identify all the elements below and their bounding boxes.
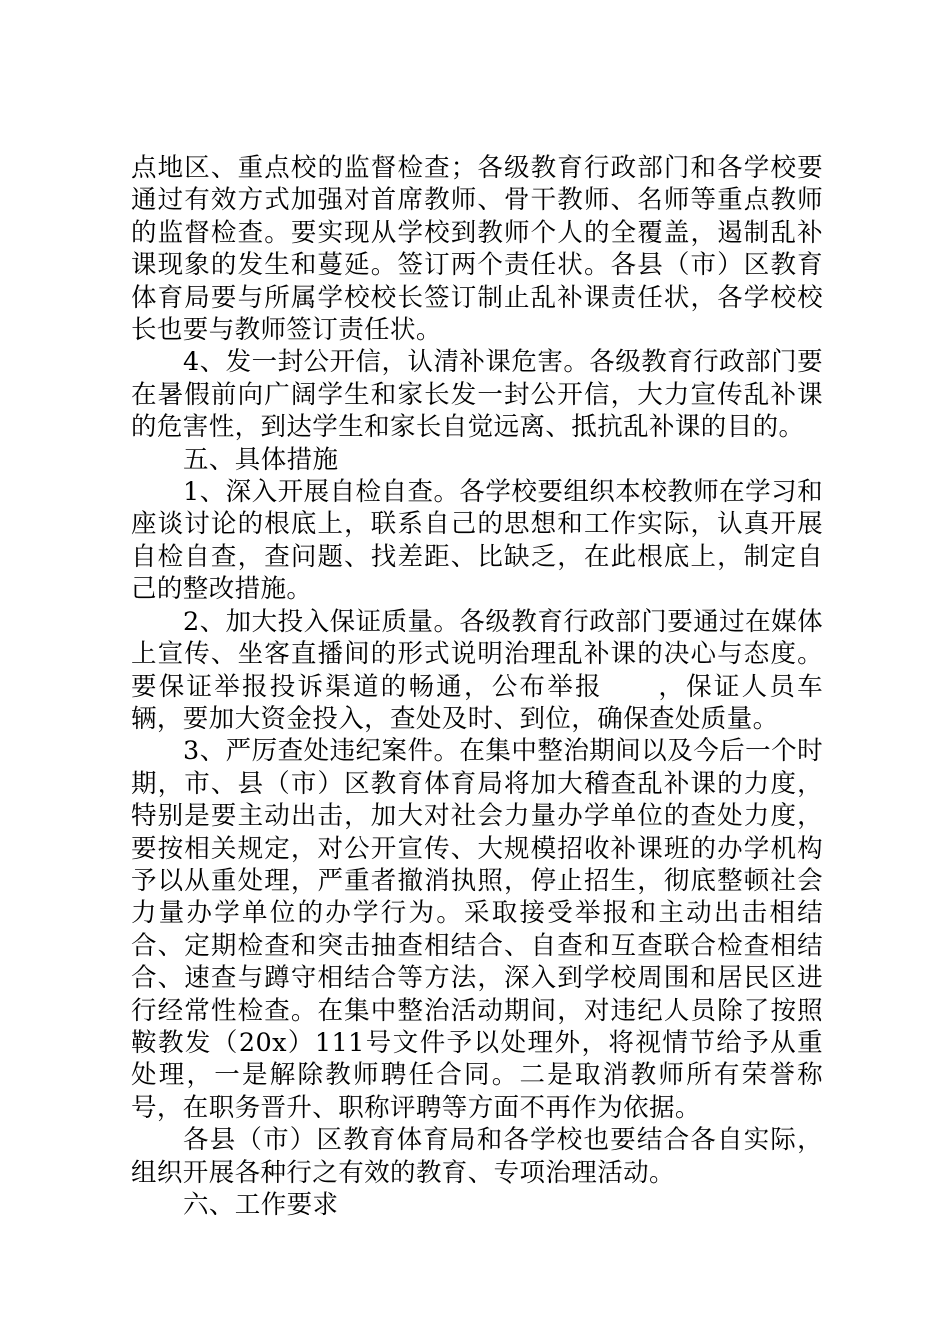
paragraph-local-activities: 各县（市）区教育体育局和各学校也要结合各自实际，组织开展各种行之有效的教育、专项治理活动。 [131,1125,823,1188]
paragraph-self-inspection: 1、深入开展自检自查。各学校要组织本校教师在学习和座谈讨论的根底上，联系自己的思想和工作实际，认真开展自检自查，查问题、找差距、比缺乏，在此根底上，制定自己的整改措施。 [131,477,823,605]
paragraph-continuation: 点地区、重点校的监督检查；各级教育行政部门和各学校要通过有效方式加强对首席教师、骨干教师、名师等重点教师的监督检查。要实现从学校到教师个人的全覆盖，遏制乱补课现象的发生和蔓延。签订两个责任状。各县（市）区教育体育局要与所属学校校长签订制止乱补课责任状，各学校校长也要与教师签订责任状。 [131,153,823,346]
section-heading-requirements: 六、工作要求 [183,1190,339,1220]
paragraph-investment: 2、加大投入保证质量。各级教育行政部门要通过在媒体上宣传、坐客直播间的形式说明治理乱补课的决心与态度。要保证举报投诉渠道的畅通，公布举报 ，保证人员车辆，要加大资金投入，查处及时、到位，确保查处质量。 [131,606,823,734]
section-heading-measures: 五、具体措施 [183,444,339,475]
paragraph-open-letter: 4、发一封公开信，认清补课危害。各级教育行政部门要在暑假前向广阔学生和家长发一封公开信，大力宣传乱补课的危害性，到达学生和家长自觉远离、抵抗乱补课的目的。 [131,347,823,443]
document-page [131,152,823,1221]
paragraph-investigation: 3、严厉查处违纪案件。在集中整治期间以及今后一个时期，市、县（市）区教育体育局将加大稽查乱补课的力度，特别是要主动出击，加大对社会力量办学单位的查处力度，要按相关规定，对公开宣传、大规模招收补课班的办学机构予以从重处理，严重者撤消执照，停止招生，彻底整顿社会力量办学单位的办学行为。采取接受举报和主动出击相结合、定期检查和突击抽查相结合、自查和互查联合检查相结合、速查与蹲守相结合等方法，深入到学校周围和居民区进行经常性检查。在集中整治活动期间，对违纪人员除了按照鞍教发（20x）111号文件予以处理外，将视情节给予从重处理，一是解除教师聘任合同。二是取消教师所有荣誉称号，在职务晋升、职称评聘等方面不再作为依据。 [131,736,823,1123]
